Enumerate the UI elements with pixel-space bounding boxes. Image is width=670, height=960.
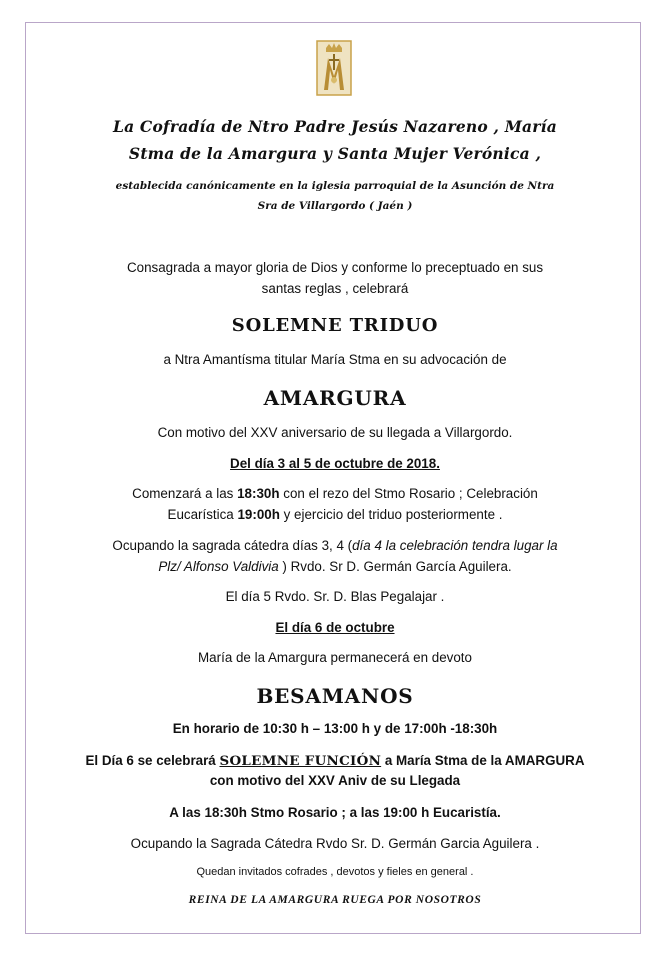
subtitle-line-2: Sra de Villargordo ( Jaén ) — [257, 200, 413, 212]
solemne-funcion-text: SOLEMNE FUNCIÓN — [219, 753, 382, 769]
brotherhood-emblem-icon — [316, 40, 352, 96]
heading-besamanos: BESAMANOS — [256, 684, 414, 708]
date-range: Del día 3 al 5 de octubre de 2018. — [230, 456, 440, 471]
dedication-text: a Ntra Amantísma titular María Stma en su advocación de — [163, 352, 507, 367]
title-line-1: La Cofradía de Ntro Padre Jesús Nazareno , María — [112, 117, 558, 136]
day5-preacher: El día 5 Rvdo. Sr. D. Blas Pegalajar . — [225, 589, 445, 604]
intro-line-1: Consagrada a mayor gloria de Dios y conforme lo preceptuado en sus — [126, 260, 544, 275]
heading-amargura: AMARGURA — [263, 386, 407, 410]
rosary-time: 18:30h — [237, 486, 280, 501]
rosario-eucaristia: A las 18:30h Stmo Rosario ; a las 19:00 h Eucaristía. — [169, 805, 501, 820]
closing-prayer: REINA DE LA AMARGURA RUEGA POR NOSOTROS — [188, 894, 482, 906]
funcion-line-1: El Día 6 se celebrará SOLEMNE FUNCIÓN a María Stma de la AMARGURA — [85, 753, 585, 769]
preachers-line-2: Plz/ Alfonso Valdivia ) Rvdo. Sr D. Germán García Aguilera. — [158, 559, 512, 574]
eucharist-time: 19:00h — [237, 507, 280, 522]
schedule-line-2: Eucarística 19:00h y ejercicio del triduo posteriormente . — [167, 507, 503, 522]
subtitle-line-1: establecida canónicamente en la iglesia parroquial de la Asunción de Ntra — [115, 180, 555, 192]
day6-heading: El día 6 de octubre — [275, 620, 395, 635]
besamanos-hours: En horario de 10:30 h – 13:00 h y de 17:00h -18:30h — [172, 721, 498, 736]
funcion-line-2: con motivo del XXV Aniv de su Llegada — [209, 773, 461, 788]
preachers-line-1: Ocupando la sagrada cátedra días 3, 4 (día 4 la celebración tendra lugar la — [112, 538, 558, 553]
intro-line-2: santas reglas , celebrará — [261, 281, 409, 296]
invitation-text: Quedan invitados cofrades , devotos y fieles en general . — [196, 866, 474, 878]
day6-text: María de la Amargura permanecerá en devoto — [198, 650, 472, 665]
title-line-2: Stma de la Amargura y Santa Mujer Verónica , — [128, 144, 542, 163]
anniversary-text: Con motivo del XXV aniversario de su llegada a Villargordo. — [157, 425, 513, 440]
heading-solemne-triduo: SOLEMNE TRIDUO — [231, 315, 439, 336]
schedule-line-1: Comenzará a las 18:30h con el rezo del Stmo Rosario ; Celebración — [132, 486, 538, 501]
final-preacher: Ocupando la Sagrada Cátedra Rvdo Sr. D. Germán Garcia Aguilera . — [130, 836, 540, 851]
